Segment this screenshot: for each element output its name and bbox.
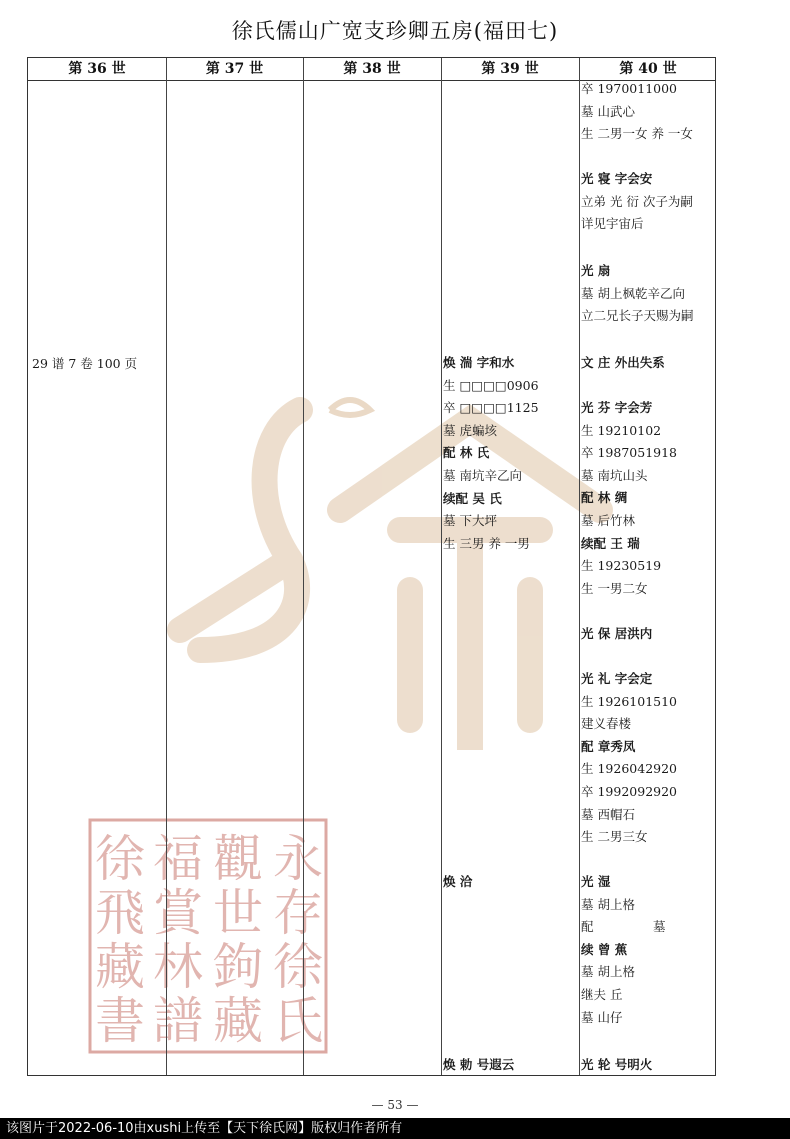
gen40-block-4: [581, 397, 677, 600]
svg-text:藏: 藏: [95, 938, 145, 996]
header-gen-39: 第 39 世: [481, 61, 539, 77]
gen40-block-1: [581, 168, 693, 236]
gen40-block-8: [581, 1054, 652, 1077]
svg-text:徐: 徐: [273, 938, 323, 996]
gen39-huanduan-entry: [443, 352, 539, 555]
header-gen-36: 第 36 世: [68, 61, 126, 77]
svg-text:徐: 徐: [95, 830, 145, 888]
column-divider: [441, 58, 442, 1075]
entry-line: 墓 山武心: [581, 103, 635, 119]
header-gen-40: 第 40 世: [619, 61, 677, 77]
page-number: — 53 —: [371, 1098, 419, 1112]
svg-text:氏: 氏: [273, 992, 323, 1050]
svg-text:觀: 觀: [213, 830, 263, 888]
person-name: 光 礼 字会定: [581, 671, 653, 686]
person-name: 焕 勅 号遐云: [443, 1057, 515, 1072]
entry-line: 建义春楼: [581, 716, 632, 732]
entry-line: 墓 胡上格: [581, 964, 635, 980]
entry-line: 墓 虎蝙垓: [443, 422, 497, 438]
person-name: 光 湿: [581, 874, 611, 889]
entry-line: 墓 胡上枫乾辛乙向: [581, 285, 685, 301]
entry-line: 卒 1970011000: [581, 81, 678, 96]
person-name: 焕 洽: [443, 874, 473, 889]
svg-text:書: 書: [95, 992, 145, 1050]
spouse-name: 配 林 绸: [581, 490, 628, 506]
spouse-name: 配 林 氏: [443, 445, 490, 461]
reference-text: 29 谱 7 卷 100 页: [32, 356, 138, 371]
spouse-name: 配 章秀凤: [581, 738, 636, 754]
entry-line: 立二兄长子天赐为嗣: [581, 308, 694, 324]
entry-line: 生 二男一女 养 一女: [581, 126, 693, 142]
entry-line: 生 1926042920: [581, 761, 678, 777]
gen40-block-2: [581, 260, 694, 328]
svg-text:永: 永: [273, 830, 323, 888]
spouse-name: 续配 王 瑞: [581, 535, 640, 551]
column-divider: [579, 58, 580, 1075]
entry-line: 生 三男 养 一男: [443, 535, 530, 551]
svg-text:飛: 飛: [95, 884, 145, 942]
entry-line: 卒 1992092920: [581, 783, 678, 799]
spouse-name: 续配 吴 氏: [443, 490, 502, 506]
gen40-block-6: [581, 668, 677, 849]
person-name: 光 轮 号明火: [581, 1057, 653, 1072]
entry-line: 继夫 丘: [581, 986, 623, 1002]
svg-text:賞: 賞: [153, 884, 203, 942]
genealogy-table: [27, 57, 716, 1076]
column-divider: [166, 58, 167, 1075]
entry-line: 卒 1987051918: [581, 445, 678, 461]
svg-text:藏: 藏: [213, 992, 263, 1050]
gen40-block-5: [581, 623, 652, 646]
person-name: 焕 湍 字和水: [443, 355, 515, 370]
gen40-block-0: [581, 78, 693, 146]
record-reference: [32, 353, 137, 376]
entry-line: 墓 南坑山头: [581, 467, 648, 483]
header-gen-38: 第 38 世: [343, 61, 401, 77]
column-divider: [303, 58, 304, 1075]
spouse-name: 续 曾 蕉: [581, 941, 628, 957]
gen40-block-3: [581, 352, 665, 375]
entry-line: 生 二男三女: [581, 829, 648, 845]
entry-line: 墓 南坑辛乙向: [443, 467, 522, 483]
person-name: 光 芬 字会芳: [581, 400, 653, 415]
entry-line: 生 19210102: [581, 422, 662, 438]
entry-line: 生 □□□□0906: [443, 377, 539, 393]
entry-line: 卒 □□□□1125: [443, 400, 539, 416]
svg-text:存: 存: [273, 884, 323, 942]
entry-line: 墓 胡上格: [581, 896, 635, 912]
person-name: 文 庄 外出失系: [581, 355, 665, 370]
header-gen-37: 第 37 世: [205, 61, 264, 77]
spouse-label: 配: [581, 919, 594, 935]
entry-line: 墓 山仔: [581, 1009, 623, 1025]
person-name: 光 扇: [581, 263, 611, 278]
gen39-huanqia-entry: [443, 871, 472, 894]
gen39-huanchi-entry: [443, 1054, 514, 1077]
upload-footer-banner: 该图片于2022-06-10由xushi上传至【天下徐氏网】版权归作者所有: [0, 1118, 790, 1139]
entry-line: 生 1926101510: [581, 693, 678, 709]
entry-line: [581, 916, 666, 939]
svg-text:世: 世: [213, 884, 263, 942]
entry-line: 生 一男二女: [581, 580, 648, 596]
burial-label: 墓: [653, 919, 666, 935]
svg-text:林: 林: [153, 938, 203, 996]
person-name: 光 寝 字会安: [581, 171, 653, 186]
person-name: 光 保 居洪内: [581, 626, 653, 641]
entry-line: 详见宇宙后: [581, 216, 644, 232]
entry-line: 墓 下大坪: [443, 513, 497, 529]
gen40-block-7: [581, 871, 666, 1029]
entry-line: 立弟 光 衍 次子为嗣: [581, 193, 693, 209]
entry-line: 生 19230519: [581, 558, 662, 574]
entry-line: 墓 后竹林: [581, 512, 635, 528]
svg-text:譜: 譜: [153, 992, 203, 1050]
page-title: 徐氏儒山广宽支珍卿五房(福田七): [231, 19, 559, 43]
entry-line: 墓 西帽石: [581, 806, 635, 822]
svg-text:福: 福: [153, 830, 203, 888]
svg-text:鉤: 鉤: [213, 938, 263, 996]
